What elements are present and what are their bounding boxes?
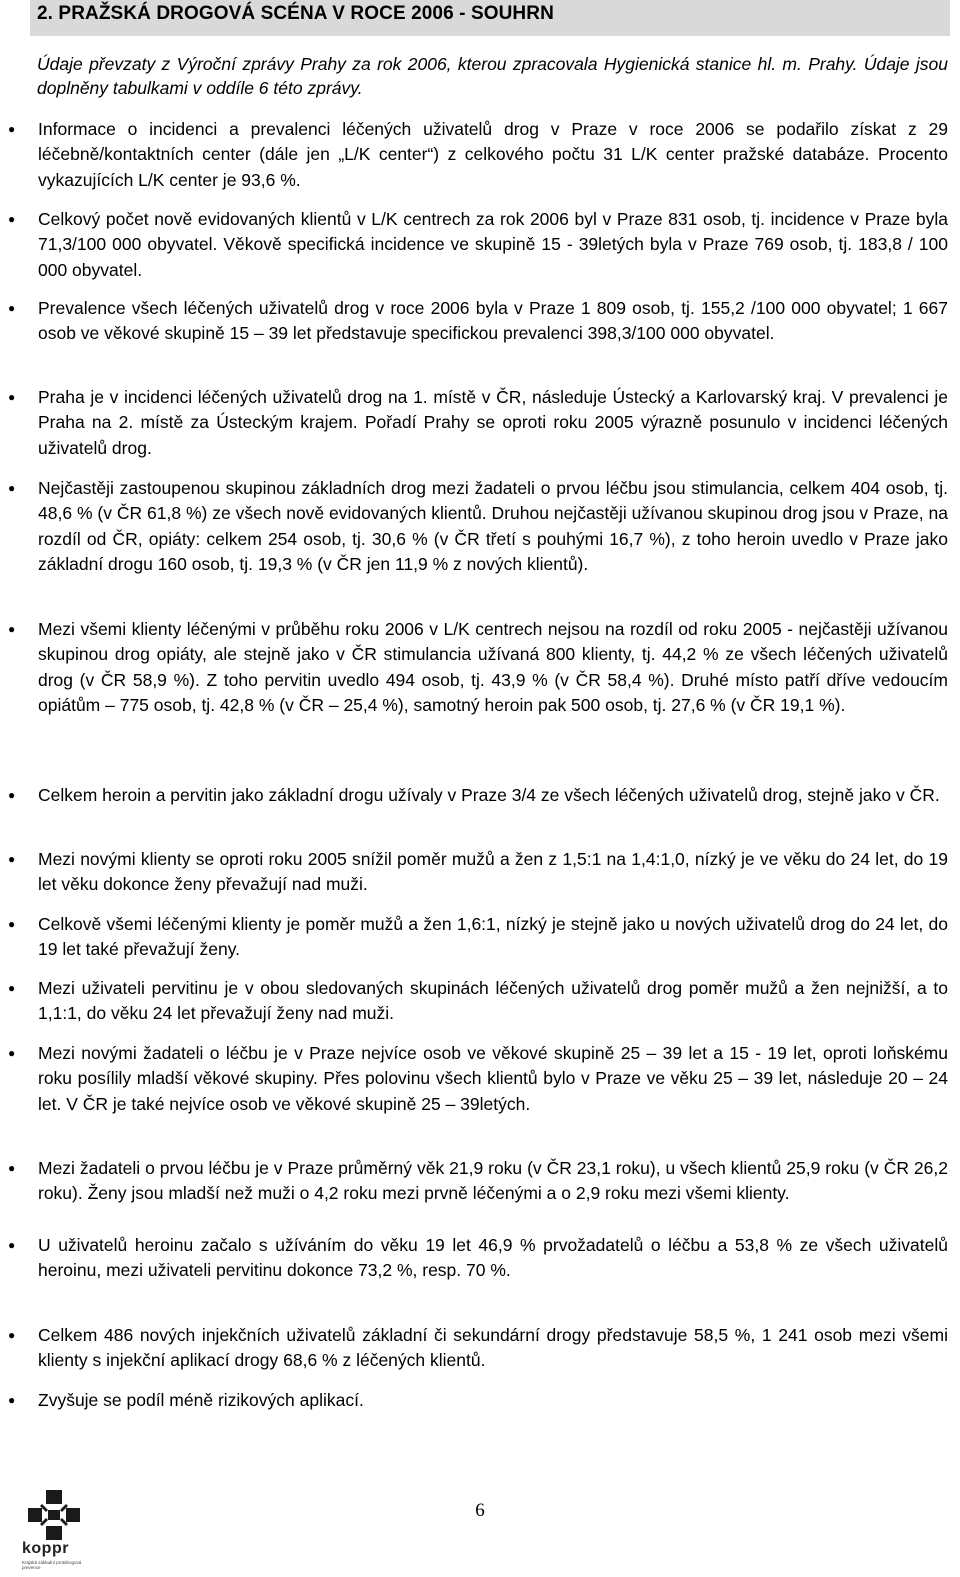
bullet-item	[8, 1156, 948, 1207]
bullet-item	[8, 296, 948, 347]
bullet-item	[8, 1323, 948, 1374]
bullet-text: Prevalence všech léčených uživatelů drog v roce 2006 byla v Praze 1 809 osob, tj. 155,2 /100 000 obyvatel; 1 667 osob ve věkové skupině 15 – 39 let představuje specifickou prevalenci 398,3/100 000 obyvatel.	[38, 298, 948, 344]
section-heading-bar	[30, 0, 950, 36]
bullet-text: Mezi uživateli pervitinu je v obou sledovaných skupinách léčených uživatelů drog poměr mužů a žen nejnižší, a to 1,1:1, do věku 24 let převažují ženy nad muži.	[38, 978, 948, 1024]
bullet-text: Mezi novými klienty se oproti roku 2005 snížil poměr mužů a žen z 1,5:1 na 1,4:1,0, nízký je ve věku do 24 let, do 19 let věku dokonce ženy převažují nad muži.	[38, 849, 948, 895]
bullet-text: Nejčastěji zastoupenou skupinou základních drog mezi žadateli o prvou léčbu jsou stimulancia, celkem 404 osob, tj. 48,6 % (v ČR 61,8 %) ze všech nově evidovaných klientů. Druhou nejčastěji užívanou skupinou drog jsou v Praze, na rozdíl od ČR, opiáty: celkem 254 osob, tj. 30,6 % (v ČR třetí s pouhými 16,7 %), z toho heroin uvedlo v Praze jako základní drogu 160 osob, tj. 19,3 % (v ČR jen 11,9 % z nových klientů).	[38, 478, 948, 574]
bullet-icon: ●	[8, 1238, 16, 1252]
bullet-item	[8, 847, 948, 898]
bullet-text: Mezi všemi klienty léčenými v průběhu roku 2006 v L/K centrech nejsou na rozdíl od roku 2005 - nejčastěji užívanou skupinou drog opiáty, ale stejně jako v ČR stimulancia užívaná 800 klienty, tj. 44,2 % ze všech léčených uživatelů drog (v ČR 58,9 %). Z toho pervitin uvedlo 494 osob, tj. 43,9 % (v ČR 58,4 %). Druhé místo patří dříve vedoucím opiátům – 775 osob, tj. 42,8 % (v ČR – 25,4 %), samotný heroin pak 500 osob, tj. 27,6 % (v ČR 19,1 %).	[38, 619, 948, 715]
bullet-item	[8, 617, 948, 718]
page-number: 6	[475, 1500, 485, 1521]
bullet-text: Zvyšuje se podíl méně rizikových aplikací.	[38, 1390, 364, 1410]
bullet-icon: ●	[8, 852, 16, 866]
bullet-item	[8, 976, 948, 1027]
bullet-item	[8, 1388, 948, 1413]
bullet-icon: ●	[8, 788, 16, 802]
bullet-text: Informace o incidenci a prevalenci léčených uživatelů drog v Praze v roce 2006 se podařilo získat z 29 léčebně/kontaktních center (dále jen „L/K center“) z celkového počtu 31 L/K center pražské databáze. Procento vykazujících L/K center je 93,6 %.	[38, 119, 948, 190]
bullet-item	[8, 207, 948, 283]
bullet-icon: ●	[8, 917, 16, 931]
bullet-icon: ●	[8, 981, 16, 995]
bullet-item	[8, 1041, 948, 1117]
bullet-icon: ●	[8, 481, 16, 495]
bullet-text: U uživatelů heroinu začalo s užíváním do věku 19 let 46,9 % prvožadatelů o léčbu a 53,8 % ze všech uživatelů heroinu, mezi uživateli pervitinu dokonce 73,2 %, resp. 70 %.	[38, 1235, 948, 1281]
bullet-item	[8, 385, 948, 461]
bullet-text: Praha je v incidenci léčených uživatelů drog na 1. místě v ČR, následuje Ústecký a Karlovarský kraj. V prevalenci je Praha na 2. místě za Ústeckým krajem. Pořadí Prahy se oproti roku 2005 výrazně posunulo v incidenci léčených uživatelů drog.	[38, 387, 948, 458]
intro-paragraph: Údaje převzaty z Výroční zprávy Prahy za rok 2006, kterou zpracovala Hygienická stanice hl. m. Prahy. Údaje jsou doplněny tabulkami v oddíle 6 této zprávy.	[37, 54, 948, 98]
bullet-item	[8, 1233, 948, 1284]
bullet-icon: ●	[8, 1328, 16, 1342]
bullet-text: Celkem heroin a pervitin jako základní drogu užívaly v Praze 3/4 ze všech léčených uživatelů drog, stejně jako v ČR.	[38, 785, 940, 805]
bullet-icon: ●	[8, 212, 16, 226]
bullet-text: Celkově všemi léčenými klienty je poměr mužů a žen 1,6:1, nízký je stejně jako u nových uživatelů drog do 24 let, do 19 let také převažují ženy.	[38, 914, 948, 960]
bullet-icon: ●	[8, 122, 16, 136]
bullet-item	[8, 476, 948, 577]
bullet-icon: ●	[8, 1161, 16, 1175]
section-heading: 2. PRAŽSKÁ DROGOVÁ SCÉNA V ROCE 2006 - SOUHRN	[37, 3, 554, 24]
bullet-text: Mezi žadateli o prvou léčbu je v Praze průměrný věk 21,9 roku (v ČR 23,1 roku), u všech klientů 25,9 roku (v ČR 26,2 roku). Ženy jsou mladší než muži o 4,2 roku mezi prvně léčenými a o 2,9 roku mezi všemi klienty.	[38, 1158, 948, 1204]
logo-tagline: Krajská základní protidrogová prevence	[22, 1560, 82, 1570]
logo-wordmark: koppr	[22, 1540, 69, 1557]
bullet-icon: ●	[8, 1046, 16, 1060]
bullet-item	[8, 912, 948, 963]
bullet-icon: ●	[8, 622, 16, 636]
bullet-text: Mezi novými žadateli o léčbu je v Praze nejvíce osob ve věkové skupině 25 – 39 let a 15 - 19 let, oproti loňskému roku posílily mladší věkové skupiny. Přes polovinu všech klientů bylo v Praze ve věku 25 – 39 let, následuje 20 – 24 let. V ČR je také nejvíce osob ve věkové skupině 25 – 39letých.	[38, 1043, 948, 1114]
bullet-icon: ●	[8, 1393, 16, 1407]
bullet-icon: ●	[8, 301, 16, 315]
bullet-text: Celkem 486 nových injekčních uživatelů základní či sekundární drogy představuje 58,5 %, 1 241 osob mezi všemi klienty s injekční aplikací drogy 68,6 % z léčených klientů.	[38, 1325, 948, 1371]
bullet-text: Celkový počet nově evidovaných klientů v L/K centrech za rok 2006 byl v Praze 831 osob, tj. incidence v Praze byla 71,3/100 000 obyvatel. Věkově specifická incidence ve skupině 15 - 39letých byla v Praze 769 osob, tj. 183,8 / 100 000 obyvatel.	[38, 209, 948, 280]
bullet-item	[8, 783, 948, 808]
bullet-item	[8, 117, 948, 193]
bullet-icon: ●	[8, 390, 16, 404]
